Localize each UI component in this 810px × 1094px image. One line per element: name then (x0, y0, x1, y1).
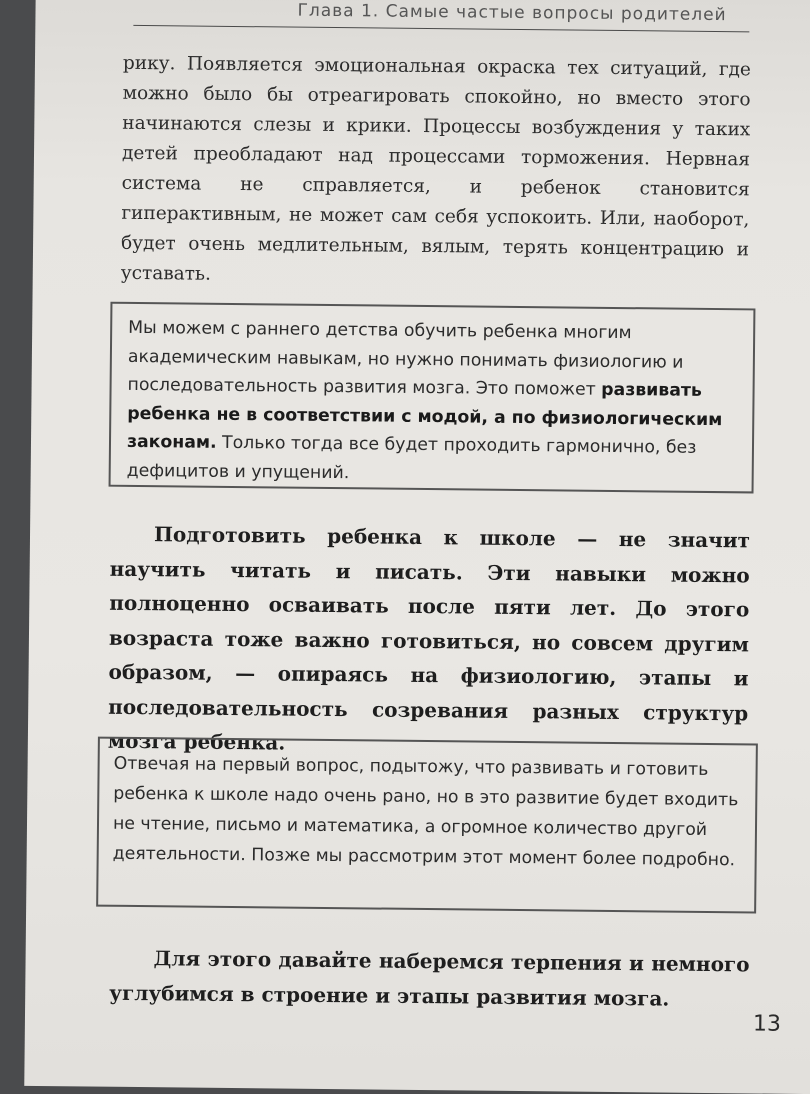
book-page (24, 0, 810, 1094)
callout-box-2 (96, 737, 758, 914)
callout-1-text-after: Только тогда все будет проходить гармонично, без дефицитов и упущений. (126, 432, 697, 483)
body-paragraph-1: рику. Появляется эмоциональная окраска тех ситуаций, где можно было бы отреагировать спокойно, но вместо этого начинаются слезы и крики. Процессы возбуждения у таких детей преобладают над процессами торможения. Нервная система не справляется, и ребенок становится гиперактивным, не может сам себя успокоить. Или, наоборот, будет очень медлительным, вялым, терять концентрацию и уставать. (120, 52, 752, 285)
body-paragraph-3: Для этого давайте наберемся терпения и немного углубимся в строение и этапы развития мозга. (109, 946, 750, 1011)
header-rule (133, 25, 749, 32)
running-header: Глава 1. Самые частые вопросы родителей (297, 0, 727, 26)
page-number: 13 (752, 1011, 782, 1037)
callout-box-1 (109, 302, 756, 494)
callout-1-bold-text: развивать ребенка не в соответствии с модой, а по физиологическим законам. (126, 379, 723, 453)
body-paragraph-2: Подготовить ребенка к школе — не значит научить читать и писать. Эти навыки можно полноценно осваивать после пяти лет. До этого возраста тоже важно готовиться, но совсем другим образом, — опираясь на физиологию, этапы и последовательность созревания разных структур мозга ребенка. (107, 522, 751, 755)
callout-2-text: Отвечая на первый вопрос, подытожу, что развивать и готовить ребенка к школе надо очень рано, но в это развитие будет входить не чтение, письмо и математика, а огромное количество другой деятельности. Позже мы рассмотрим этот момент более подробно. (112, 753, 739, 871)
callout-1-text-before: Мы можем с раннего детства обучить ребенка многим академическим навыкам, но нужно понимать физиологию и последовательность развития мозга. Это поможет (127, 317, 684, 400)
